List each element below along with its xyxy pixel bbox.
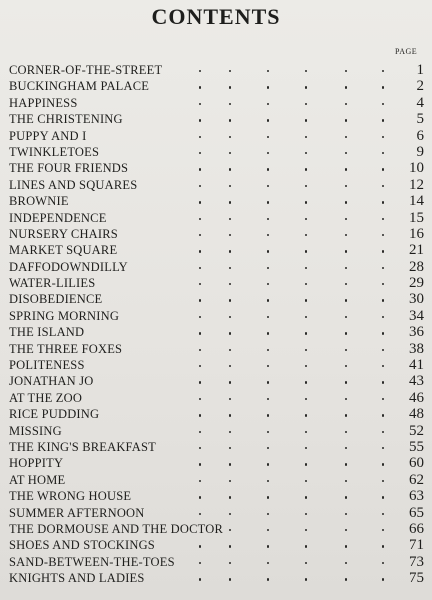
leader-dot (382, 463, 384, 465)
leader-dot (267, 86, 269, 88)
leader-dot (305, 545, 307, 547)
entry-title: INDEPENDENCE (9, 210, 107, 225)
leader-dot (345, 267, 347, 269)
leader-dot (199, 119, 201, 121)
entry-title: THE DORMOUSE AND THE DOCTOR (9, 521, 223, 536)
leader-dot (199, 365, 201, 367)
entry-page-number: 12 (409, 176, 424, 193)
leader-dot (267, 119, 269, 121)
leader-dot (382, 513, 384, 515)
leader-dot (199, 349, 201, 351)
leader-dot (229, 168, 231, 170)
leader-dot (199, 513, 201, 515)
leader-dot (305, 267, 307, 269)
entry-page-number: 14 (409, 193, 424, 210)
contents-entry (9, 357, 424, 373)
leader-dot (305, 201, 307, 203)
leader-dot (382, 316, 384, 318)
leader-dot (267, 447, 269, 449)
leader-dot (267, 250, 269, 252)
contents-entry (9, 259, 424, 275)
leader-dot (199, 250, 201, 252)
leader-dot (345, 496, 347, 498)
leader-dot (229, 119, 231, 121)
entry-page-number: 60 (409, 455, 424, 472)
leader-dot (345, 513, 347, 515)
entry-page-number: 4 (416, 94, 424, 111)
leader-dot (199, 562, 201, 564)
contents-entry (9, 341, 424, 357)
page-column-label: PAGE (395, 47, 418, 56)
contents-entry (9, 160, 424, 176)
contents-entry (9, 406, 424, 422)
leader-dot (305, 136, 307, 138)
leader-dot (382, 299, 384, 301)
contents-entry (9, 505, 424, 521)
entry-title: THE WRONG HOUSE (9, 489, 132, 504)
leader-dot (345, 381, 347, 383)
leader-dot (267, 152, 269, 154)
leader-dot (305, 250, 307, 252)
leader-dot (199, 283, 201, 285)
contents-entry (9, 521, 424, 537)
leader-dot (229, 218, 231, 220)
entry-title: LINES AND SQUARES (9, 177, 138, 192)
entry-page-number: 5 (416, 111, 424, 128)
contents-entry (9, 455, 424, 471)
leader-dot (199, 381, 201, 383)
leader-dot (229, 365, 231, 367)
contents-list (9, 62, 424, 587)
leader-dot (382, 349, 384, 351)
leader-dot (229, 86, 231, 88)
leader-dot (345, 70, 347, 72)
leader-dot (305, 332, 307, 334)
leader-dot (305, 431, 307, 433)
contents-entry (9, 95, 424, 111)
leader-dot (199, 447, 201, 449)
leader-dot (345, 316, 347, 318)
contents-entry (9, 324, 424, 340)
leader-dot (305, 578, 307, 580)
leader-dot (345, 562, 347, 564)
entry-title: AT HOME (9, 472, 66, 487)
leader-dot (345, 545, 347, 547)
leader-dot (345, 480, 347, 482)
entry-title: SHOES AND STOCKINGS (9, 538, 155, 553)
leader-dot (382, 201, 384, 203)
entry-page-number: 29 (409, 275, 424, 292)
leader-dot (229, 562, 231, 564)
leader-dot (305, 168, 307, 170)
entry-page-number: 71 (409, 537, 424, 554)
leader-dot (345, 283, 347, 285)
leader-dot (229, 201, 231, 203)
entry-title: KNIGHTS AND LADIES (9, 571, 145, 586)
leader-dot (199, 70, 201, 72)
leader-dot (267, 103, 269, 105)
contents-entry (9, 242, 424, 258)
leader-dot (267, 168, 269, 170)
entry-title: SAND-BETWEEN-THE-TOES (9, 554, 175, 569)
leader-dot (267, 316, 269, 318)
leader-dot (345, 201, 347, 203)
leader-dot (345, 447, 347, 449)
leader-dot (345, 152, 347, 154)
leader-dot (229, 185, 231, 187)
leader-dot (345, 463, 347, 465)
leader-dot (382, 578, 384, 580)
leader-dot (267, 349, 269, 351)
leader-dot (267, 562, 269, 564)
leader-dot (305, 463, 307, 465)
contents-entry (9, 423, 424, 439)
entry-page-number: 9 (416, 143, 424, 160)
leader-dot (229, 70, 231, 72)
leader-dot (267, 234, 269, 236)
contents-entry (9, 275, 424, 291)
leader-dot (382, 185, 384, 187)
leader-dot (229, 578, 231, 580)
leader-dot (267, 283, 269, 285)
leader-dot (229, 480, 231, 482)
leader-dot (199, 299, 201, 301)
contents-entry (9, 226, 424, 242)
leader-dot (345, 136, 347, 138)
entry-page-number: 34 (409, 307, 424, 324)
leader-dot (199, 136, 201, 138)
entry-page-number: 28 (409, 258, 424, 275)
leader-dot (305, 365, 307, 367)
leader-dot (305, 299, 307, 301)
leader-dot (199, 103, 201, 105)
entry-title: DAFFODOWNDILLY (9, 259, 128, 274)
leader-dot (267, 578, 269, 580)
entry-title: RICE PUDDING (9, 407, 100, 422)
entry-title: AT THE ZOO (9, 390, 83, 405)
leader-dot (199, 398, 201, 400)
contents-entry (9, 291, 424, 307)
leader-dot (199, 463, 201, 465)
leader-dot (305, 86, 307, 88)
entry-page-number: 52 (409, 422, 424, 439)
entry-page-number: 2 (416, 78, 424, 95)
leader-dot (229, 234, 231, 236)
leader-dot (199, 414, 201, 416)
leader-dot (345, 218, 347, 220)
entry-title: BUCKINGHAM PALACE (9, 79, 150, 94)
leader-dot (305, 234, 307, 236)
leader-dot (229, 398, 231, 400)
leader-dot (199, 496, 201, 498)
leader-dot (229, 529, 231, 531)
leader-dot (267, 267, 269, 269)
leader-dot (382, 447, 384, 449)
leader-dot (229, 332, 231, 334)
entry-title: SUMMER AFTERNOON (9, 505, 145, 520)
entry-page-number: 43 (409, 373, 424, 390)
entry-page-number: 30 (409, 291, 424, 308)
contents-entry (9, 78, 424, 94)
entry-page-number: 62 (409, 471, 424, 488)
leader-dot (345, 185, 347, 187)
contents-entry (9, 62, 424, 78)
leader-dot (267, 381, 269, 383)
leader-dot (305, 185, 307, 187)
entry-title: THE THREE FOXES (9, 341, 123, 356)
entry-page-number: 10 (409, 160, 424, 177)
leader-dot (229, 545, 231, 547)
leader-dot (382, 250, 384, 252)
leader-dot (382, 414, 384, 416)
contents-entry (9, 128, 424, 144)
contents-entry (9, 537, 424, 553)
leader-dot (267, 70, 269, 72)
leader-dot (382, 103, 384, 105)
contents-entry (9, 111, 424, 127)
entry-title: THE CHRISTENING (9, 112, 123, 127)
leader-dot (267, 332, 269, 334)
leader-dot (199, 152, 201, 154)
leader-dot (345, 398, 347, 400)
leader-dot (229, 496, 231, 498)
leader-dot (382, 70, 384, 72)
leader-dot (199, 578, 201, 580)
leader-dot (229, 267, 231, 269)
leader-dot (382, 381, 384, 383)
contents-entry (9, 390, 424, 406)
leader-dot (267, 299, 269, 301)
leader-dot (267, 545, 269, 547)
leader-dot (345, 86, 347, 88)
leader-dot (199, 545, 201, 547)
leader-dot (305, 447, 307, 449)
entry-title: TWINKLETOES (9, 144, 100, 159)
leader-dot (305, 496, 307, 498)
leader-dot (305, 119, 307, 121)
contents-entry (9, 308, 424, 324)
leader-dot (267, 431, 269, 433)
leader-dot (382, 119, 384, 121)
leader-dot (229, 349, 231, 351)
leader-dot (267, 136, 269, 138)
leader-dot (305, 152, 307, 154)
entry-title: HAPPINESS (9, 95, 78, 110)
entry-page-number: 75 (409, 570, 424, 587)
page-title: CONTENTS (151, 4, 281, 29)
contents-entry (9, 439, 424, 455)
entry-title: DISOBEDIENCE (9, 292, 103, 307)
leader-dot (345, 431, 347, 433)
leader-dot (199, 316, 201, 318)
leader-dot (382, 545, 384, 547)
leader-dot (382, 431, 384, 433)
entry-page-number: 55 (409, 438, 424, 455)
entry-title: NURSERY CHAIRS (9, 226, 118, 241)
leader-dot (382, 283, 384, 285)
leader-dot (345, 234, 347, 236)
contents-entry (9, 554, 424, 570)
contents-entry (9, 570, 424, 586)
leader-dot (382, 267, 384, 269)
leader-dot (345, 103, 347, 105)
entry-page-number: 73 (409, 553, 424, 570)
leader-dot (345, 250, 347, 252)
entry-title: SPRING MORNING (9, 308, 120, 323)
leader-dot (267, 218, 269, 220)
leader-dot (382, 136, 384, 138)
leader-dot (382, 152, 384, 154)
entry-page-number: 41 (409, 357, 424, 374)
entry-title: THE FOUR FRIENDS (9, 161, 129, 176)
entry-page-number: 36 (409, 324, 424, 341)
dot-leader (9, 423, 424, 439)
leader-dot (345, 529, 347, 531)
leader-dot (382, 168, 384, 170)
dot-leader (9, 472, 424, 488)
leader-dot (267, 414, 269, 416)
leader-dot (267, 496, 269, 498)
contents-entry (9, 210, 424, 226)
dot-leader (9, 455, 424, 471)
leader-dot (305, 103, 307, 105)
leader-dot (382, 332, 384, 334)
leader-dot (199, 86, 201, 88)
leader-dot (382, 529, 384, 531)
leader-dot (267, 365, 269, 367)
entry-title: BROWNIE (9, 194, 69, 209)
entry-title: PUPPY AND I (9, 128, 87, 143)
leader-dot (382, 86, 384, 88)
entry-page-number: 1 (416, 62, 424, 78)
leader-dot (267, 185, 269, 187)
entry-title: MARKET SQUARE (9, 243, 118, 258)
entry-title: HOPPITY (9, 456, 64, 471)
leader-dot (305, 316, 307, 318)
leader-dot (305, 513, 307, 515)
leader-dot (229, 414, 231, 416)
leader-dot (382, 365, 384, 367)
entry-title: JONATHAN JO (9, 374, 94, 389)
entry-page-number: 65 (409, 504, 424, 521)
leader-dot (305, 562, 307, 564)
contents-entry (9, 144, 424, 160)
leader-dot (229, 447, 231, 449)
contents-entry (9, 177, 424, 193)
entry-title: CORNER-OF-THE-STREET (9, 63, 163, 77)
leader-dot (199, 267, 201, 269)
leader-dot (229, 463, 231, 465)
leader-dot (382, 480, 384, 482)
entry-title: WATER-LILIES (9, 276, 96, 291)
leader-dot (199, 234, 201, 236)
leader-dot (305, 398, 307, 400)
entry-page-number: 15 (409, 209, 424, 226)
leader-dot (229, 381, 231, 383)
leader-dot (199, 480, 201, 482)
leader-dot (229, 103, 231, 105)
leader-dot (199, 185, 201, 187)
leader-dot (382, 398, 384, 400)
contents-entry (9, 373, 424, 389)
leader-dot (229, 513, 231, 515)
leader-dot (229, 136, 231, 138)
leader-dot (199, 332, 201, 334)
leader-dot (305, 283, 307, 285)
contents-entry (9, 488, 424, 504)
leader-dot (382, 562, 384, 564)
leader-dot (382, 496, 384, 498)
leader-dot (305, 381, 307, 383)
leader-dot (267, 513, 269, 515)
entry-page-number: 63 (409, 488, 424, 505)
entry-page-number: 16 (409, 225, 424, 242)
leader-dot (305, 529, 307, 531)
leader-dot (199, 168, 201, 170)
entry-page-number: 46 (409, 389, 424, 406)
leader-dot (229, 299, 231, 301)
entry-page-number: 6 (416, 127, 424, 144)
leader-dot (305, 349, 307, 351)
leader-dot (305, 218, 307, 220)
entry-title: THE ISLAND (9, 325, 85, 340)
leader-dot (345, 299, 347, 301)
entry-page-number: 66 (409, 520, 424, 537)
leader-dot (199, 431, 201, 433)
leader-dot (345, 119, 347, 121)
entry-title: MISSING (9, 423, 62, 438)
leader-dot (229, 250, 231, 252)
contents-entry (9, 193, 424, 209)
leader-dot (267, 398, 269, 400)
leader-dot (267, 480, 269, 482)
leader-dot (305, 480, 307, 482)
dot-leader (9, 193, 424, 209)
leader-dot (267, 201, 269, 203)
contents-entry (9, 472, 424, 488)
leader-dot (345, 365, 347, 367)
leader-dot (229, 283, 231, 285)
leader-dot (229, 152, 231, 154)
leader-dot (345, 414, 347, 416)
leader-dot (229, 431, 231, 433)
leader-dot (345, 332, 347, 334)
leader-dot (382, 234, 384, 236)
entry-title: POLITENESS (9, 358, 85, 373)
leader-dot (267, 529, 269, 531)
leader-dot (345, 168, 347, 170)
leader-dot (267, 463, 269, 465)
entry-page-number: 48 (409, 406, 424, 423)
leader-dot (382, 218, 384, 220)
leader-dot (345, 349, 347, 351)
leader-dot (305, 414, 307, 416)
leader-dot (305, 70, 307, 72)
leader-dot (199, 201, 201, 203)
entry-page-number: 21 (409, 242, 424, 259)
leader-dot (345, 578, 347, 580)
entry-page-number: 38 (409, 340, 424, 357)
entry-title: THE KING'S BREAKFAST (9, 439, 156, 454)
leader-dot (229, 316, 231, 318)
leader-dot (199, 218, 201, 220)
